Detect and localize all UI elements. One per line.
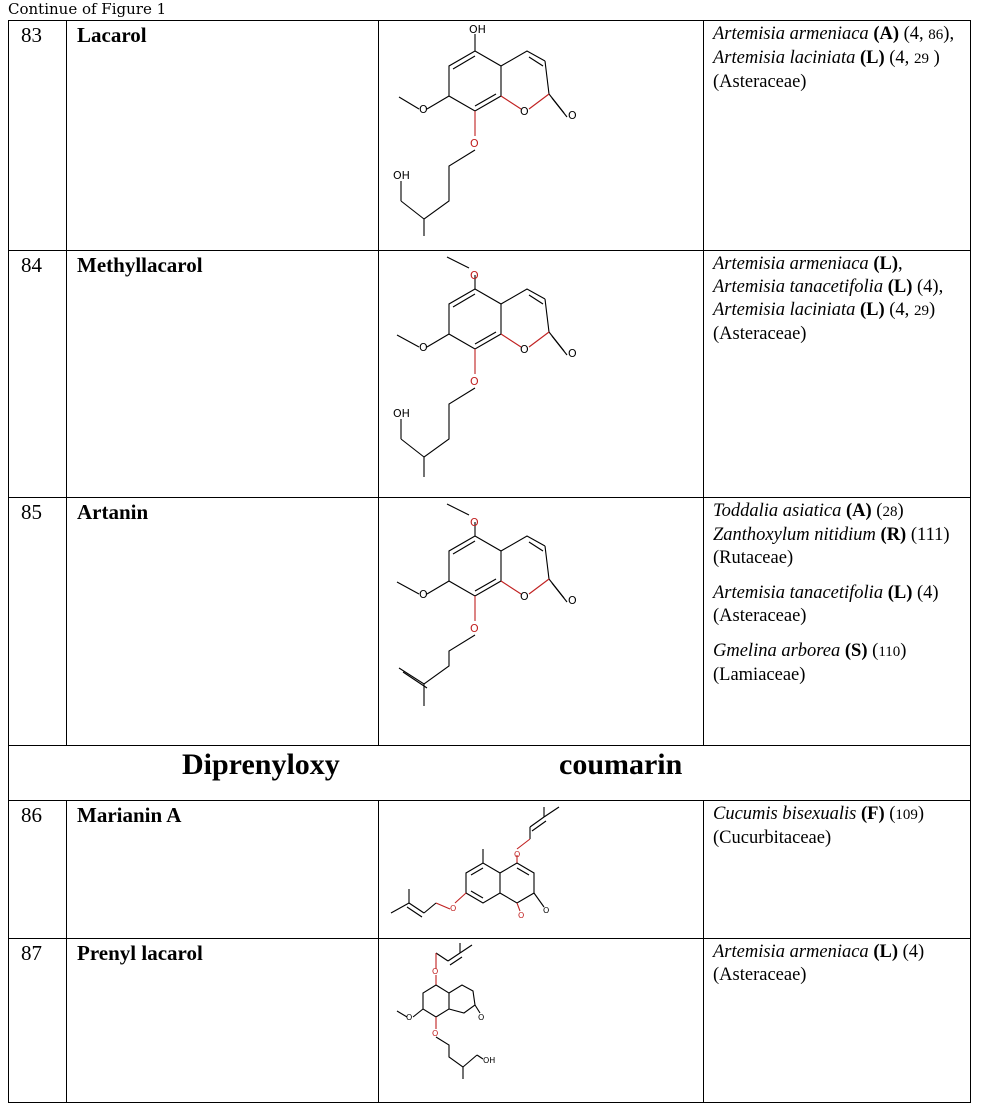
reference-number: 29 <box>913 303 929 319</box>
source-entry <box>713 253 964 346</box>
source-cell <box>704 21 971 251</box>
oh-label: OH <box>483 1056 496 1065</box>
source-entry <box>713 23 964 94</box>
structure-marianin-a <box>379 801 704 938</box>
source-text: ) (Asteraceae) <box>713 300 936 344</box>
structure-cell <box>379 939 704 1103</box>
o-label: O <box>520 343 529 356</box>
o-label: O <box>520 105 529 118</box>
structure-cell <box>379 21 704 251</box>
species-name: Artemisia tanacetifolia <box>713 277 884 297</box>
compound-number: 84 <box>9 251 67 498</box>
compound-name: Artanin <box>67 498 379 746</box>
o-label: O <box>568 594 577 607</box>
plant-part: (S) <box>844 641 868 661</box>
o-label: O <box>419 588 428 601</box>
species-name: Zanthoxylum nitidium <box>713 525 876 545</box>
table-row <box>9 939 971 1103</box>
source-text: ) <box>897 501 904 521</box>
o-label: O <box>470 137 479 150</box>
source-cell <box>704 939 971 1103</box>
source-text: ) (Lamiaceae) <box>713 641 907 685</box>
source-cell <box>704 498 971 746</box>
species-name: Artemisia armeniaca <box>713 24 869 44</box>
source-text: (4, <box>899 24 929 44</box>
o-label: O <box>450 904 457 913</box>
compound-number: 86 <box>9 801 67 939</box>
oh-label: OH <box>393 169 410 182</box>
reference-number: 29 <box>913 51 929 67</box>
o-label: O <box>520 590 529 603</box>
source-text: (4, <box>884 48 914 68</box>
plant-part: (A) <box>845 501 872 521</box>
o-label: O <box>543 906 550 915</box>
compound-name: Methyllacarol <box>67 251 379 498</box>
compound-table <box>8 20 971 1103</box>
section-header-cell <box>9 746 971 801</box>
o-label: O <box>478 1013 485 1022</box>
source-text: ( <box>884 804 896 824</box>
section-heading-left: Diprenyloxy <box>182 748 340 781</box>
compound-name: Marianin A <box>67 801 379 939</box>
table-row <box>9 801 971 939</box>
species-name: Toddalia asiatica <box>713 501 842 521</box>
source-text: (4) (Asteraceae) <box>713 942 925 985</box>
plant-part: (L) <box>887 277 913 297</box>
species-name: Cucumis bisexualis <box>713 804 857 824</box>
section-heading <box>9 746 970 800</box>
source-text: (4, <box>884 300 914 320</box>
source-text: (4), <box>912 277 944 297</box>
compound-name: Prenyl lacarol <box>67 939 379 1103</box>
structure-cell <box>379 251 704 498</box>
source-entry <box>713 803 964 850</box>
species-name: Artemisia laciniata <box>713 48 856 68</box>
table-row <box>9 251 971 498</box>
source-entry <box>713 941 964 987</box>
reference-number: 28 <box>882 504 898 520</box>
reference-number: 109 <box>895 807 918 823</box>
o-label: O <box>406 1013 413 1022</box>
structure-methyllacarol <box>379 251 704 497</box>
oh-label: OH <box>393 407 410 420</box>
source-cell <box>704 251 971 498</box>
figure-caption: Continue of Figure 1 <box>8 0 167 18</box>
section-heading-right: coumarin <box>559 748 683 781</box>
source-text: ( <box>867 641 879 661</box>
source-text: ) (Asteraceae) <box>713 48 940 92</box>
source-text: ) (Cucurbitaceae) <box>713 804 925 848</box>
compound-number: 85 <box>9 498 67 746</box>
compound-name: Lacarol <box>67 21 379 251</box>
structure-cell <box>379 801 704 939</box>
o-label: O <box>518 911 525 920</box>
structure-lacarol <box>379 21 704 250</box>
source-entry <box>713 500 964 570</box>
plant-part: (L) <box>873 942 898 962</box>
plant-part: (L) <box>887 583 913 603</box>
plant-part: (A) <box>873 24 899 44</box>
species-name: Gmelina arborea <box>713 641 841 661</box>
plant-part: (R) <box>880 525 907 545</box>
table-row <box>9 21 971 251</box>
o-label: O <box>470 622 479 635</box>
o-label: O <box>432 967 439 976</box>
source-entry <box>713 640 964 687</box>
source-text: (111) (Rutaceae) <box>713 525 950 568</box>
source-cell <box>704 801 971 939</box>
oh-label: OH <box>469 23 486 36</box>
plant-part: (L) <box>859 48 885 68</box>
o-label: O <box>470 375 479 388</box>
section-header-row <box>9 746 971 801</box>
structure-prenyl-lacarol <box>379 939 704 1102</box>
o-label: O <box>470 516 479 529</box>
o-label: O <box>568 347 577 360</box>
o-label: O <box>514 850 521 859</box>
reference-number: 86 <box>928 27 944 43</box>
source-text: , <box>897 254 903 274</box>
o-label: O <box>470 269 479 282</box>
table-row <box>9 498 971 746</box>
source-text: (4) (Asteraceae) <box>713 583 939 626</box>
source-entry <box>713 582 964 628</box>
species-name: Artemisia tanacetifolia <box>713 583 884 603</box>
source-text: ( <box>871 501 883 521</box>
plant-part: (F) <box>861 804 885 824</box>
source-text: ), <box>943 24 955 44</box>
plant-part: (L) <box>859 300 885 320</box>
species-name: Artemisia armeniaca <box>713 942 869 962</box>
compound-number: 83 <box>9 21 67 251</box>
o-label: O <box>568 109 577 122</box>
o-label: O <box>419 341 428 354</box>
compound-number: 87 <box>9 939 67 1103</box>
structure-cell <box>379 498 704 746</box>
species-name: Artemisia laciniata <box>713 300 856 320</box>
o-label: O <box>419 103 428 116</box>
reference-number: 110 <box>878 644 901 660</box>
plant-part: (L) <box>873 254 898 274</box>
o-label: O <box>432 1029 439 1038</box>
species-name: Artemisia armeniaca <box>713 254 869 274</box>
structure-artanin <box>379 498 704 745</box>
